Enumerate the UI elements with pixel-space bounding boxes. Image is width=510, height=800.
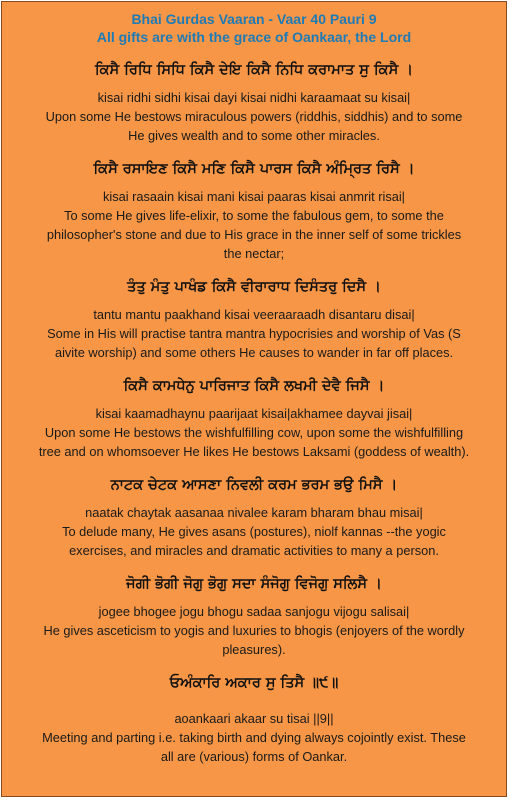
gurmukhi-line: ਜੋਗੀ ਭੋਗੀ ਜੋਗੁ ਭੋਗੁ ਸਦਾ ਸੰਜੋਗੁ ਵਿਜੋਗੁ ਸਲਿਸੈ । [126,576,382,592]
translation-line: He gives wealth and to some other miracles. [128,128,380,143]
page-title: Bhai Gurdas Vaaran - Vaar 40 Pauri 9 [131,11,377,27]
translation-line: Some in His will practise tantra mantra hypocrisies and worship of Vas (S [47,326,461,341]
gurmukhi-line: ਕਿਸੈ ਕਾਮਧੇਨੁ ਪਾਰਿਜਾਤ ਕਿਸੈ ਲਖਮੀ ਦੇਵੈ ਜਿਸੈ । [123,378,385,394]
translation-line: pleasures). [222,642,286,657]
translation-line: To some He gives life-elixir, to some the fabulous gem, to some the [64,208,444,223]
translation-text [2,522,506,560]
gurmukhi-line: ਨਾਟਕ ਚੇਟਕ ਆਸਣਾ ਨਿਵਲੀ ਕਰਮ ਭਰਮ ਭਉ ਮਿਸੈ । [110,477,398,493]
translation-text [2,728,506,766]
translation-line: Upon some He bestows the wishfulfilling cow, upon some the wishfulfilling [44,425,464,440]
gurmukhi-line: ਕਿਸੈ ਰਸਾਇਣ ਕਿਸੈ ਮਣਿ ਕਿਸੈ ਪਾਰਸ ਕਿਸੈ ਅੰਮ੍ਰਿਤ ਰਿਸੈ । [93,161,415,177]
translation-line: He gives asceticism to yogis and luxuries to bhogis (enjoyers of the wordly [43,623,465,638]
document-page [1,1,507,797]
page-subtitle: All gifts are with the grace of Oankaar, the Lord [96,29,412,45]
transliteration-line: kisai kaamadhaynu paarijaat kisai|akhamee dayvai jisai| [95,406,413,421]
translation-line: all are (various) forms of Oankar. [160,749,348,764]
transliteration-line: naatak chaytak aasanaa nivalee karam bharam bhau misai| [85,505,423,520]
translation-text [2,621,506,659]
translation-line: aivite worship) and some others He causes to wander in far off places. [54,345,454,360]
transliteration-line: kisai ridhi sidhi kisai dayi kisai nidhi karaamaat su kisai| [97,90,411,105]
translation-line: Meeting and parting i.e. taking birth and dying always cojointly exist. These [42,730,466,745]
stanza-4 [2,376,506,461]
stanza-1 [2,60,506,145]
translation-line: exercises, and miracles and dramatic activities to many a person. [69,543,439,558]
stanza-6 [2,574,506,659]
gurmukhi-line: ਓਅੰਕਾਰਿ ਅਕਾਰ ਸੁ ਤਿਸੈ ॥੯॥ [169,675,339,691]
transliteration-line: aoankaari akaar su tisai ||9|| [174,711,334,726]
gurmukhi-line: ਤੰਤੁ ਮੰਤੁ ਪਾਖੰਡ ਕਿਸੈ ਵੀਰਾਰਾਧ ਦਿਸੰਤਰੁ ਦਿਸੈ । [127,279,381,295]
transliteration-line: tantu mantu paakhand kisai veeraaraadh disantaru disai| [93,307,415,322]
stanza-3 [2,277,506,362]
header [2,10,506,46]
translation-text [2,206,506,263]
translation-line: To delude many, He gives asans (postures), niolf kannas --the yogic [62,524,446,539]
translation-text [2,423,506,461]
translation-text [2,324,506,362]
translation-line: tree and on whomsoever He likes He bestows Laksami (goddess of wealth). [38,444,470,459]
translation-text [2,107,506,145]
translation-line: philosopher's stone and due to His grace in the inner self of some trickles [46,227,462,242]
transliteration-line: kisai rasaain kisai mani kisai paaras kisai anmrit risai| [102,189,406,204]
translation-line: Upon some He bestows miraculous powers (riddhis, siddhis) and to some [45,109,463,124]
translation-line: the nectar; [223,246,285,261]
stanza-5 [2,475,506,560]
transliteration-line: jogee bhogee jogu bhogu sadaa sanjogu vijogu salisai| [98,604,410,619]
gurmukhi-line: ਕਿਸੈ ਰਿਧਿ ਸਿਧਿ ਕਿਸੈ ਦੇਇ ਕਿਸੈ ਨਿਧਿ ਕਰਾਮਾਤ ਸੁ ਕਿਸੈ । [94,62,414,78]
stanza-7 [2,673,506,766]
stanza-2 [2,159,506,263]
